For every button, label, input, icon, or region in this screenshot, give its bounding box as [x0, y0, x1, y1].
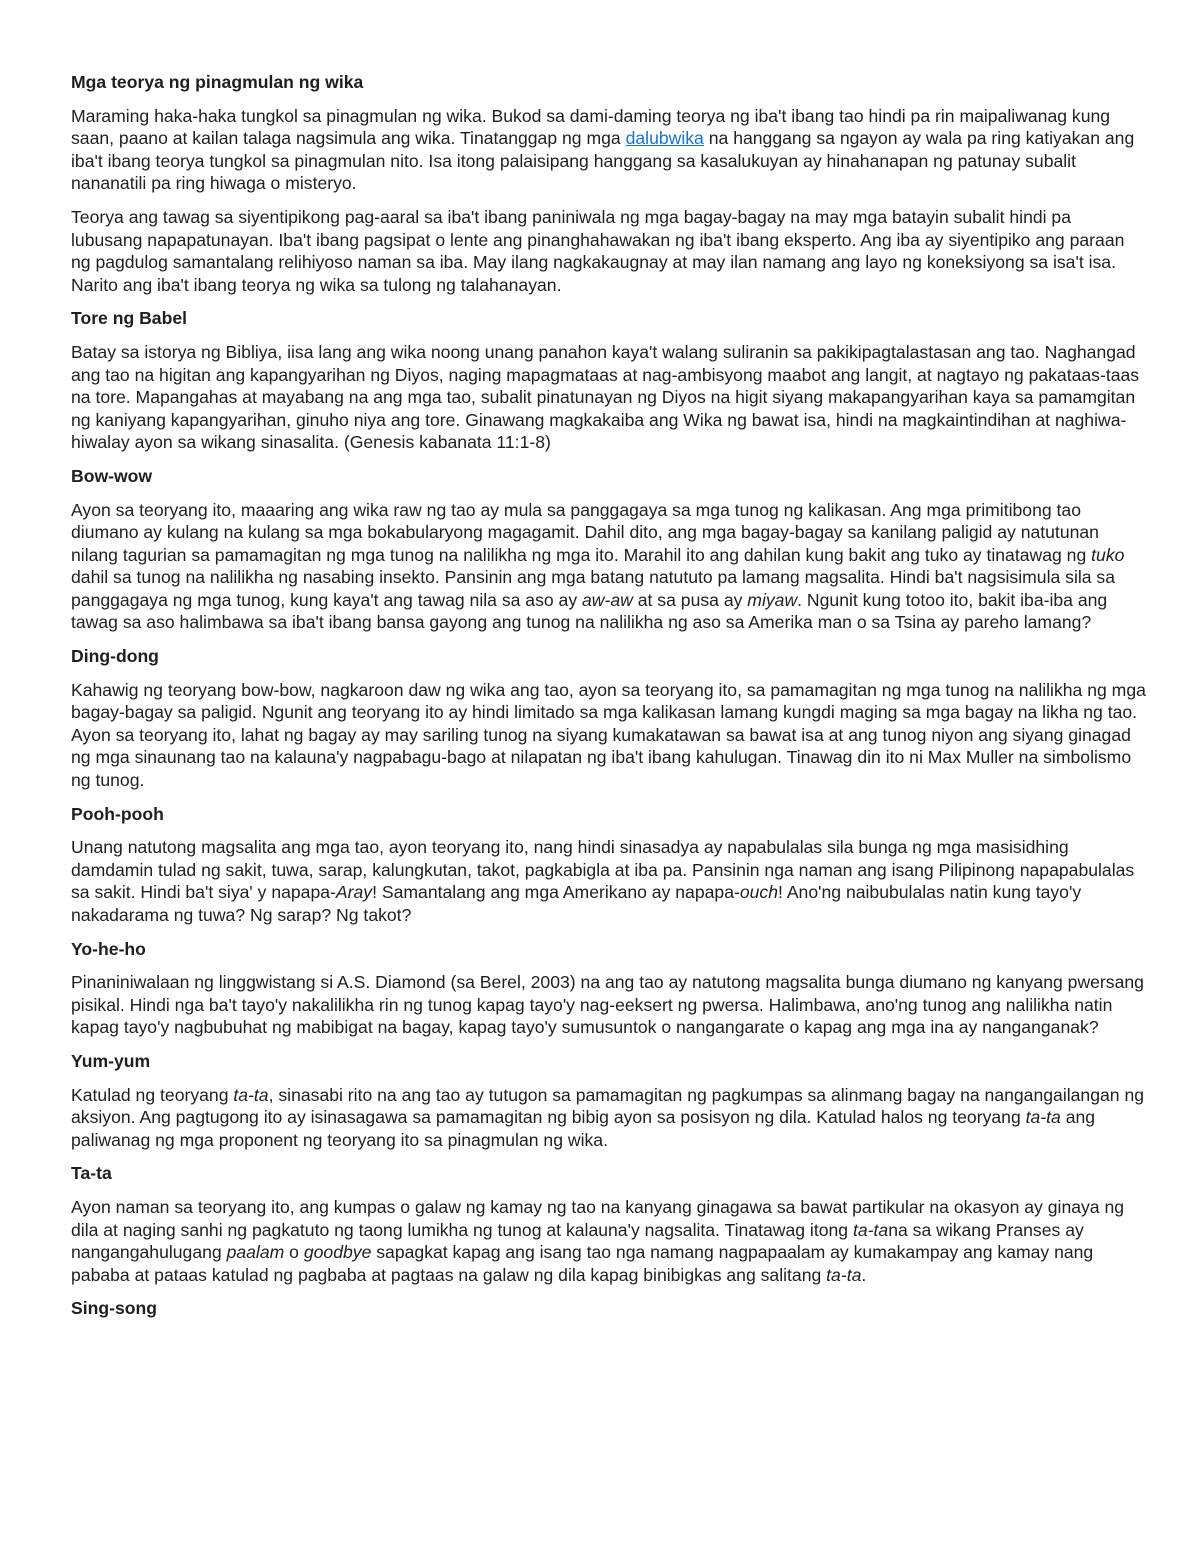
- intro-paragraph-2: Teorya ang tawag sa siyentipikong pag-aaral sa iba't ibang paniniwala ng mga bagay-bagay na may mga batayin subalit hindi pa lubusang napapatunayan. Iba't ibang pagsipat o lente ang pinanghahawakan ng iba't ibang eksperto. Ang iba ay siyentipiko ang paraan ng pagdulog samantalang relihiyoso naman sa iba. May ilang nagkakaugnay at may ilan namang ang layo ng koneksiyong sa isa't isa. Narito ang iba't ibang teorya ng wika sa tulong ng talahanayan.: [71, 206, 1125, 295]
- section-body-bow-wow: Ayon sa teoryang ito, maaaring ang wika raw ng tao ay mula sa panggagaya sa mga tunog ng kalikasan. Ang mga primitibong tao diumano ay kulang na kulang sa mga bokabularyong magagamit. Dahil dito, ang mga bagay-bagay sa kanilang paligid ay natutunan nilang tagurian sa pamamagitan ng mga tunog na nalilikha ng mga ito. Marahil ito ang dahilan kung bakit ang tuko ay tinatawag ng tuko dahil sa tunog na nalilikha ng nasabing insekto. Pansinin ang mga batang natututo pa lamang magsalita. Hindi ba't nagsisimula sila sa panggagaya ng mga tunog, kung kaya't ang tawag nila sa aso ay aw-aw at sa pusa ay miyaw. Ngunit kung totoo ito, bakit iba-iba ang tawag sa aso halimbawa sa iba't ibang bansa gayong ang tunog na nalilikha ng aso sa Amerika man o sa Tsina ay pareho lamang?: [71, 499, 1125, 633]
- section-heading-ta-ta: Ta-ta: [71, 1163, 112, 1184]
- section-heading-yo-he-ho: Yo-he-ho: [71, 938, 146, 959]
- section-heading-pooh-pooh: Pooh-pooh: [71, 803, 164, 824]
- section-heading-yum-yum: Yum-yum: [71, 1050, 151, 1071]
- section-heading-tore-ng-babel: Tore ng Babel: [71, 308, 187, 329]
- dalubwika-link[interactable]: dalubwika: [625, 128, 704, 149]
- section-heading-bow-wow: Bow-wow: [71, 465, 153, 486]
- section-heading-ding-dong: Ding-dong: [71, 646, 159, 667]
- section-body-yo-he-ho: Pinaniniwalaan ng linggwistang si A.S. Diamond (sa Berel, 2003) na ang tao ay natutong magsalita bunga diumano ng kanyang pwersang pisikal. Hindi nga ba't tayo'y nakalilikha rin ng tunog kapag tayo'y nag-eeksert ng pwersa. Halimbawa, ano'ng tunog ang nalilikha natin kapag tayo'y nagbubuhat ng mabibigat na bagay, kapag tayo'y sumusuntok o nangangarate o kapag ang mga ina ay nanganganak?: [71, 972, 1144, 1038]
- section-body-ding-dong: Kahawig ng teoryang bow-bow, nagkaroon daw ng wika ang tao, ayon sa teoryang ito, sa pamamagitan ng mga tunog na nalilikha ng mga bagay-bagay sa paligid. Ngunit ang teoryang ito ay hindi limitado sa mga kalikasan lamang kungdi maging sa mga bagay na likha ng tao. Ayon sa teoryang ito, lahat ng bagay ay may sariling tunog na siyang kumakatawan sa bawat isa at ang tunog niyon ang siyang ginagad ng mga sinaunang tao na kalauna'y nagpabagu-bago at nilapatan ng iba't ibang kahulugan. Tinawag din ito ni Max Muller na simbolismo ng tunog.: [71, 679, 1146, 791]
- intro-paragraph-1: Maraming haka-haka tungkol sa pinagmulan ng wika. Bukod sa dami-daming teorya ng iba't ibang tao hindi pa rin maipaliwanag kung saan, paano at kailan talaga nagsimula ang wika. Tinatanggap ng mga dalubwika na hanggang sa ngayon ay wala pa ring katiyakan ang iba't ibang teorya tungkol sa pinagmulan nito. Isa itong palaisipang hanggang sa kasalukuyan ay hinahanapan ng patunay subalit nananatili pa ring hiwaga o misteryo.: [71, 105, 1135, 194]
- section-body-tore-ng-babel: Batay sa istorya ng Bibliya, iisa lang ang wika noong unang panahon kaya't walang suliranin sa pakikipagtalastasan ang tao. Naghangad ang tao na higitan ang kapangyarihan ng Diyos, naging mapagmataas at nag-ambisyong maabot ang langit, at nagtayo ng pakataas-taas na tore. Mapangahas at mayabang na ang mga tao, subalit pinatunayan ng Diyos na higit siyang makapangyarihan kaya sa pamamgitan ng kaniyang kapangyarihan, ginuho niya ang tore. Ginawang magkakaiba ang Wika ng bawat isa, hindi na magkaintindihan at naghiwa-hiwalay ayon sa wikang sinasalita. (Genesis kabanata 11:1-8): [71, 341, 1140, 453]
- section-body-pooh-pooh: Unang natutong magsalita ang mga tao, ayon teoryang ito, nang hindi sinasadya ay napabulalas sila bunga ng mga masisidhing damdamin tulad ng sakit, tuwa, sarap, kalungkutan, takot, pagkabigla at iba pa. Pansinin nga naman ang isang Pilipinong napapabulalas sa sakit. Hindi ba't siya' y napapa-Aray! Samantalang ang mga Amerikano ay napapa-ouch! Ano'ng naibubulalas natin kung tayo'y nakadarama ng tuwa? Ng sarap? Ng takot?: [71, 837, 1135, 925]
- page-title: Mga teorya ng pinagmulan ng wika: [71, 72, 364, 92]
- section-body-ta-ta: Ayon naman sa teoryang ito, ang kumpas o galaw ng kamay ng tao na kanyang ginagawa sa bawat partikular na okasyon ay ginaya ng dila at naging sanhi ng pagkatuto ng taong lumikha ng tunog at kalauna'y nagsalita. Tinatawag itong ta-tana sa wikang Pranses ay nangangahulugang paalam o goodbye sapagkat kapag ang isang tao nga namang nagpapaalam ay kumakampay ang kamay nang pababa at pataas katulad ng pagbaba at pagtaas na galaw ng dila kapag binibigkas ang salitang ta-ta.: [71, 1196, 1125, 1285]
- section-body-yum-yum: Katulad ng teoryang ta-ta, sinasabi rito na ang tao ay tutugon sa pamamagitan ng pagkumpas sa alinmang bagay na nangangailangan ng aksiyon. Ang pagtugong ito ay isinasagawa sa pamamagitan ng bibig ayon sa posisyon ng dila. Katulad halos ng teoryang ta-ta ang paliwanag ng mga proponent ng teoryang ito sa pinagmulan ng wika.: [71, 1084, 1145, 1150]
- section-heading-sing-song: Sing-song: [71, 1298, 158, 1319]
